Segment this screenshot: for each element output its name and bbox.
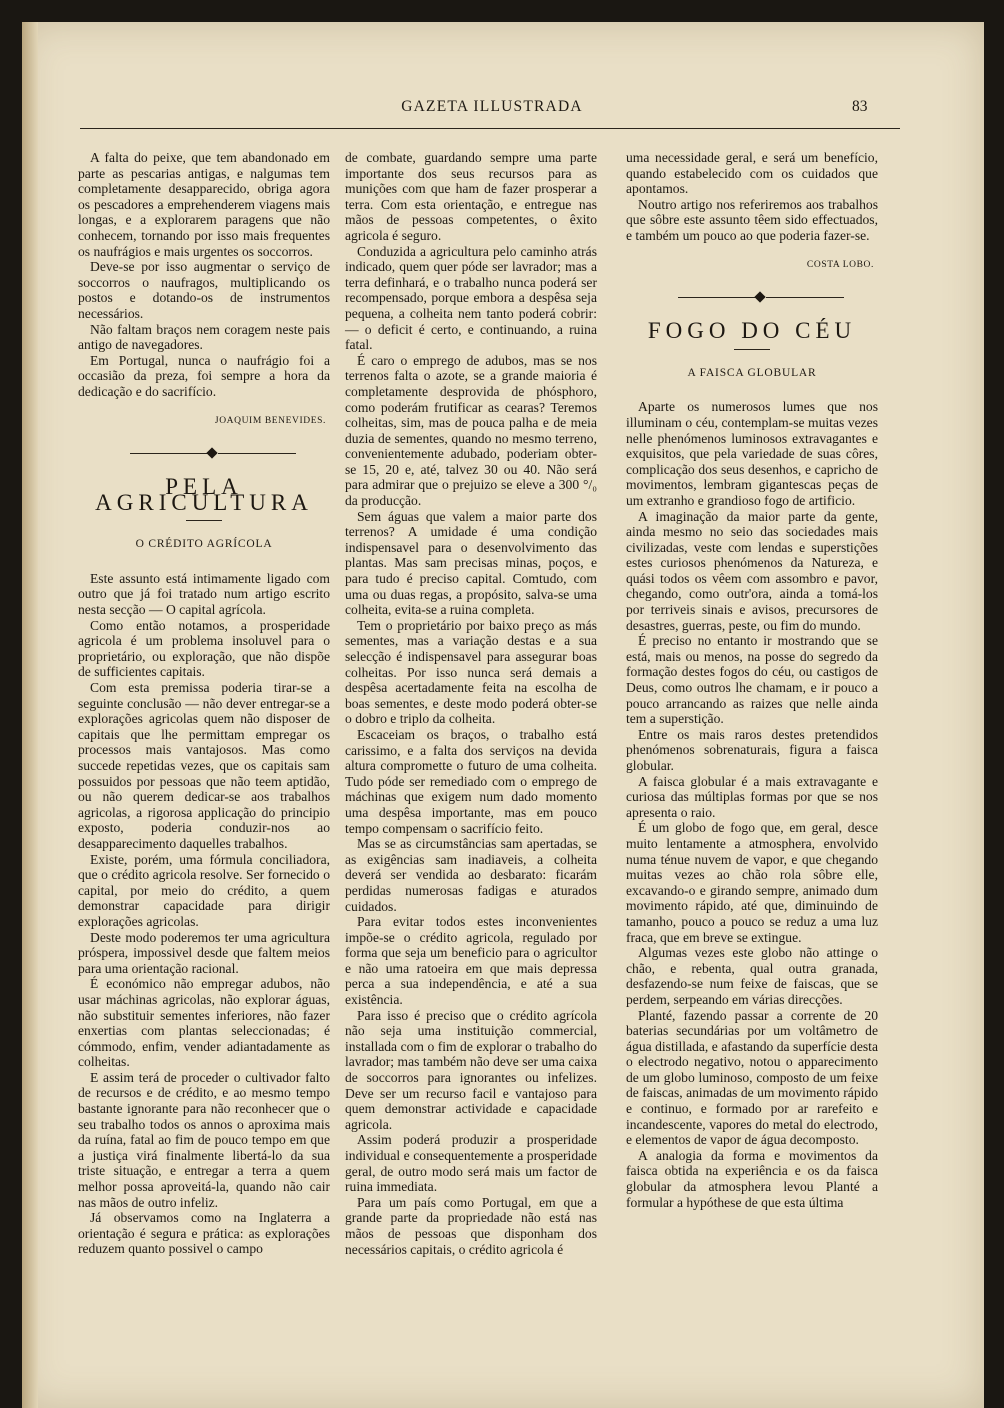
paragraph: Em Portugal, nunca o naufrágio foi a occasião da preza, foi sempre a hora da dedicação e do sacrifício. bbox=[78, 352, 330, 399]
paragraph: Não faltam braços nem coragem neste pais antigo de navegadores. bbox=[78, 321, 330, 353]
column-2 bbox=[345, 150, 597, 1257]
running-header-title: GAZETA ILLUSTRADA bbox=[401, 98, 583, 115]
paragraph: Conduzida a agricultura pelo caminho atrás indicado, quem quer póde ser lavrador; mas a terra definhará, e o trabalho nunca poderá ser recompensado, porque embora a despêsa seja pequena, a colheita nem tanto poderá cobrir: — o deficit é certo, e continuando, a ruina fatal. bbox=[345, 243, 597, 353]
paragraph: É preciso no entanto ir mostrando que se está, mais ou menos, na posse do segredo da formação destes fogos do céu, ou castigos de Deus, como outros lhe chamam, e ir pouco a pouco arrancando as raizes que nelle ainda tem a superstição. bbox=[626, 633, 878, 727]
paragraph: Para evitar todos estes inconvenientes impõe-se o crédito agricola, regulado por forma que seja um beneficio para o agricultor e não uma ratoeira em que mais depressa perca a sua independência, e até a sua existência. bbox=[345, 914, 597, 1008]
paragraph: É caro o emprego de adubos, mas se nos terrenos falta o azote, se a grande maioria é completamente desprovida de phósphoro, como poderám frutificar as cearas? Teremos colheitas, sim, mas de pouca palha e de meia duzia de sementes, quando no mesmo terreno, convenientemente adubado, poderiam obter-se 15, 20 e, até, talvez 30 ou 40. Não será para admirar que o prejuizo se eleve a 300 °/₀ da producção. bbox=[345, 352, 597, 509]
column-1 bbox=[78, 150, 330, 1257]
section-subheading: A FAISCA GLOBULAR bbox=[687, 366, 817, 379]
page-spine bbox=[22, 22, 38, 1408]
paragraph: Sem águas que valem a maior parte dos terrenos? A umidade é uma condição indispensavel para o desenvolvimento das plantas. Mas sam precisas minas, poços, e para tudo é preciso capital. Comtudo, com uma ou duas regas, a propósito, salva-se uma colheita, evita-se a ruina completa. bbox=[345, 508, 597, 618]
author-signature: JOAQUIM BENEVIDES. bbox=[214, 415, 326, 426]
paragraph: Tem o proprietário por baixo preço as más sementes, mas a variação destas e a sua selecção é indispensavel para assegurar boas colheitas. Por isso nunca será demais a despêsa acertadamente feita na escolha de boas sementes, e deste modo poderá obter-se o dobro e triplo da colheita. bbox=[345, 617, 597, 727]
section-title: FOGO DO CÉU bbox=[647, 318, 857, 344]
paragraph: Assim poderá produzir a prosperidade individual e consequentemente a prosperidade geral, de outro modo será mais um factor de ruina immediata. bbox=[345, 1132, 597, 1195]
paragraph: Escaceiam os braços, o trabalho está carissimo, e a falta dos serviços na devida altura compromette o futuro de uma colheita. Tudo póde ser remediado com o emprego de máchinas que exigem num dado momento uma despêsa importante, mas em pouco tempo compensam o sacrifício feito. bbox=[345, 726, 597, 836]
title-rule bbox=[186, 520, 222, 521]
paragraph: Este assunto está intimamente ligado com outro que já foi tratado num artigo escrito nesta secção — O capital agrícola. bbox=[78, 570, 330, 618]
paragraph: É económico não empregar adubos, não usar máchinas agricolas, não explorar águas, não substituir sementes inferiores, não fazer enxertias com plantas seleccionadas; é cómmodo, enfim, vender adiantadamente as colheitas. bbox=[78, 976, 330, 1070]
diamond-ornament-icon bbox=[754, 291, 765, 302]
paragraph: Algumas vezes este globo não attinge o chão, e rebenta, qual outra granada, desfazendo-se num feixe de faiscas, que se perdem, serpeando em várias direcções. bbox=[626, 945, 878, 1007]
paragraph: A falta do peixe, que tem abandonado em parte as pescarias antigas, e nalgumas tem completamente desapparecido, obriga agora os pescadores a emprehenderem viagens mais longas, e a explorarem paragens que não conhecem, tornando por isso mais frequentes os naufrágios e mais urgentes os soccorros. bbox=[78, 150, 330, 259]
paragraph: E assim terá de proceder o cultivador falto de recursos e de crédito, e ao mesmo tempo bastante ignorante para não reconhecer que o seu trabalho todos os annos o aproxima mais da ruína, fatal ao fim de pouco tempo em que a justiça virá finalmente libertá-lo da sua triste situação, e entregar a terra a quem melhor possa aproveitá-la, quando não cair nas mãos de outro infeliz. bbox=[78, 1069, 330, 1210]
paragraph: Existe, porém, uma fórmula conciliadora, que o crédito agricola resolve. Ser fornecido o capital, por meio do crédito, a quem demonstrar capacidade para dirigir explorações agricolas. bbox=[78, 851, 330, 929]
column-3 bbox=[626, 150, 878, 1210]
section-divider bbox=[78, 447, 330, 461]
paragraph: Para um país como Portugal, em que a grande parte da propriedade não está nas mãos de pessoas que disponham dos necessários capitais, o crédito agricola é bbox=[345, 1194, 597, 1257]
section-subheading: O CRÉDITO AGRÍCOLA bbox=[135, 538, 273, 551]
paragraph: Deste modo poderemos ter uma agricultura próspera, impossivel desde que faltem meios para uma orientação racional. bbox=[78, 929, 330, 976]
paragraph: Com esta premissa poderia tirar-se a seguinte conclusão — não dever entregar-se a explorações agricolas quem não disposer de capitais que lhe permittam empregar os processos mais vantajosos. Mas como succede repetidas vezes, que os capitais sam possuidos por pessoas que não teem aptidão, ou não querem dedicar-se aos trabalhos agricolas, a rigorosa applicação do principio exposto, poderia conduzir-nos ao desapparecimento daquelles trabalhos. bbox=[78, 680, 330, 851]
paragraph: Noutro artigo nos referiremos aos trabalhos que sôbre este assunto têem sido effectuados, e também um pouco ao que poderia fazer-se. bbox=[626, 196, 878, 243]
header-rule bbox=[80, 128, 900, 129]
page-number: 83 bbox=[852, 98, 868, 115]
paragraph: Planté, fazendo passar a corrente de 20 baterias secundárias por um voltâmetro de água distillada, e afastando da superfície desta o electrodo negativo, notou o apparecimento de um globo luminoso, composto de um feixe de faiscas, animadas de um movimento rápido e continuo, e formado por ar rarefeito e incandescente, vapores do metal do electrodo, e elementos de vapor de água decomposto. bbox=[626, 1007, 878, 1148]
paragraph: Já observamos como na Inglaterra a orientação é segura e prática: as explorações reduzem quanto possivel o campo bbox=[78, 1210, 330, 1257]
newspaper-page bbox=[22, 22, 984, 1408]
paragraph: de combate, guardando sempre uma parte importante dos seus recursos para as munições com que ham de fazer prosperar a terra. Com esta orientação, e entregue nas mãos de pessoas competentes, o êxito agricola é seguro. bbox=[345, 150, 597, 243]
paragraph: Mas se as circumstâncias sam apertadas, se as exigências sam inadiaveis, a colheita deverá ser vendida ao desbarato: ficarám perdidas numerosas fadigas e aturados cuidados. bbox=[345, 836, 597, 914]
paragraph: A analogia da forma e movimentos da faisca obtida na experiência e os da faisca globular da atmosphera levou Planté a formular a hypóthese de que esta última bbox=[626, 1147, 878, 1210]
title-rule bbox=[734, 349, 770, 350]
paragraph: Deve-se por isso augmentar o serviço de soccorros o naufragos, multiplicando os postos e dotando-os de instrumentos necessários. bbox=[78, 259, 330, 321]
author-signature: COSTA LOBO. bbox=[806, 259, 874, 270]
paragraph: É um globo de fogo que, em geral, desce muito lentamente a atmosphera, envolvido numa ténue nuvem de vapor, e que chegando muitas vezes ao chão rola sôbre elle, excavando-o e girando sempre, animado dum movimento rápido, até que, diminuindo de tamanho, pouco a pouco se reduz a uma luz fraca, que em breve se extingue. bbox=[626, 820, 878, 945]
paragraph: uma necessidade geral, e será um benefício, quando estabelecido com os cuidados que apontamos. bbox=[626, 150, 878, 197]
paragraph: Aparte os numerosos lumes que nos illuminam o céu, contemplam-se muitas vezes nelle phenómenos luminosos extravagantes e exquisitos, que pela variedade de suas côres, complicação dos seus desenhos, e capricho de movimentos, lembram gigantescas peças de um extranho e grandioso fogo de artificio. bbox=[626, 399, 878, 508]
section-divider bbox=[626, 291, 878, 305]
paragraph: Como então notamos, a prosperidade agricola é um problema insoluvel para o proprietário, ou exploração, que não dispõe de sufficientes capitais. bbox=[78, 617, 330, 680]
section-title: PELA AGRICULTURA bbox=[95, 474, 313, 515]
paragraph: Para isso é preciso que o crédito agrícola não seja uma instituição commercial, installada com o fim de explorar o trabalho do lavrador; mas também não deve ser uma caixa de soccorros para ignorantes ou infelizes. Deve ser um recurso facil e vantajoso para quem demonstrar actividade e capacidade agricola. bbox=[345, 1007, 597, 1132]
paragraph: A faisca globular é a mais extravagante e curiosa das múltiplas formas por que se nos apresenta o raio. bbox=[626, 773, 878, 820]
paragraph: A imaginação da maior parte da gente, ainda mesmo no seio das sociedades mais civilizadas, veste com lendas e superstições estes curiosos phenómenos da Natureza, e quási todos os vêem com assombro e pavor, chegando, como outr'ora, ainda a tomá-los por terriveis sinais e avisos, precursores de desastres, guerras, peste, ou fim do mundo. bbox=[626, 508, 878, 633]
paragraph: Entre os mais raros destes pretendidos phenómenos sobrenaturais, figura a faisca globular. bbox=[626, 726, 878, 773]
diamond-ornament-icon bbox=[206, 447, 217, 458]
